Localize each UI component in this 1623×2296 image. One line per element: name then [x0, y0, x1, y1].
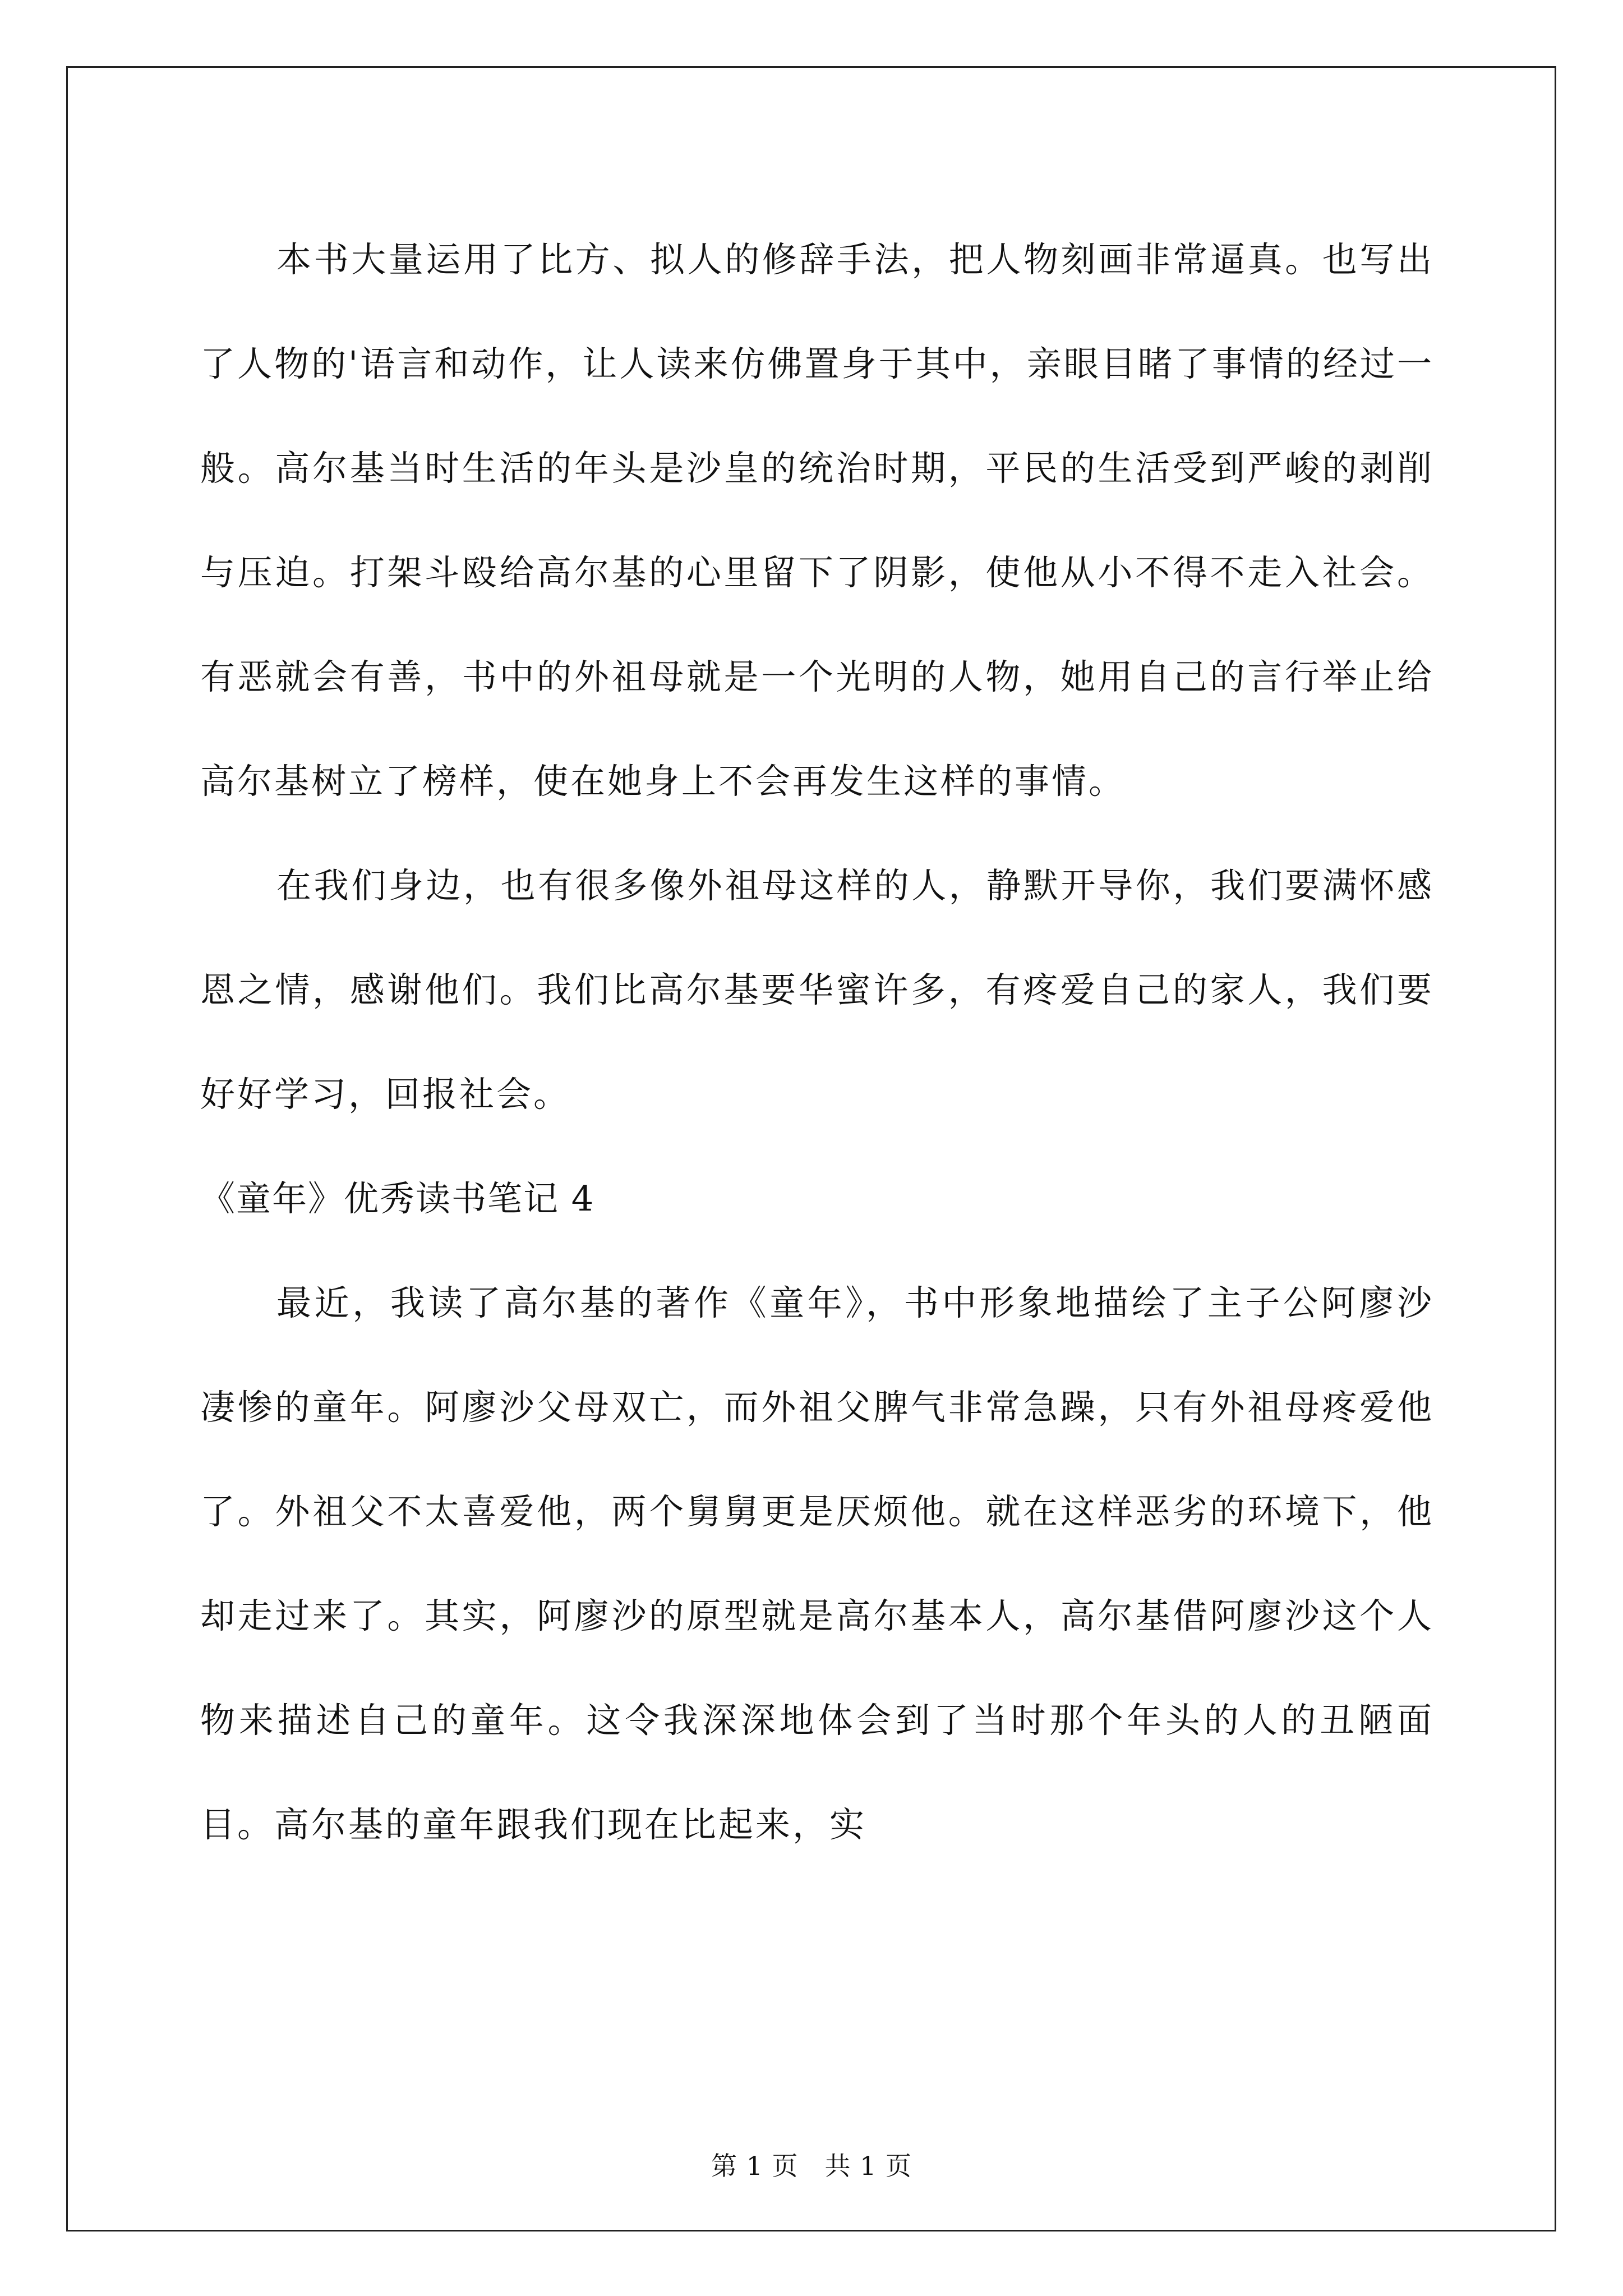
section-heading: 《童年》优秀读书笔记 4 — [200, 1178, 595, 1219]
page-footer: 第 1 页 共 1 页 — [711, 2151, 912, 2181]
paragraph: 最近，我读了高尔基的著作《童年》，书中形象地描绘了主子公阿廖沙凄惨的童年。阿廖沙父母双亡，而外祖父脾气非常急躁，只有外祖母疼爱他了。外祖父不太喜爱他，两个舅舅更是厌烦他。就在这样恶劣的环境下，他却走过来了。其实，阿廖沙的原型就是高尔基本人，高尔基借阿廖沙这个人物来描述自己的童年。这令我深深地体会到了当时那个年头的人的丑陋面目。高尔基的童年跟我们现在比起来，实 — [200, 1282, 1434, 1845]
document-body — [200, 208, 1434, 1877]
paragraph: 在我们身边，也有很多像外祖母这样的人，静默开导你，我们要满怀感恩之情，感谢他们。我们比高尔基要华蜜许多，有疼爱自己的家人，我们要好好学习，回报社会。 — [200, 865, 1434, 1115]
paragraph: 本书大量运用了比方、拟人的修辞手法，把人物刻画非常逼真。也写出了人物的'语言和动作，让人读来仿佛置身于其中，亲眼目睹了事情的经过一般。高尔基当时生活的年头是沙皇的统治时期，平民的生活受到严峻的剥削与压迫。打架斗殴给高尔基的心里留下了阴影，使他从小不得不走入社会。有恶就会有善，书中的外祖母就是一个光明的人物，她用自己的言行举止给高尔基树立了榜样，使在她身上不会再发生这样的事情。 — [200, 239, 1434, 802]
